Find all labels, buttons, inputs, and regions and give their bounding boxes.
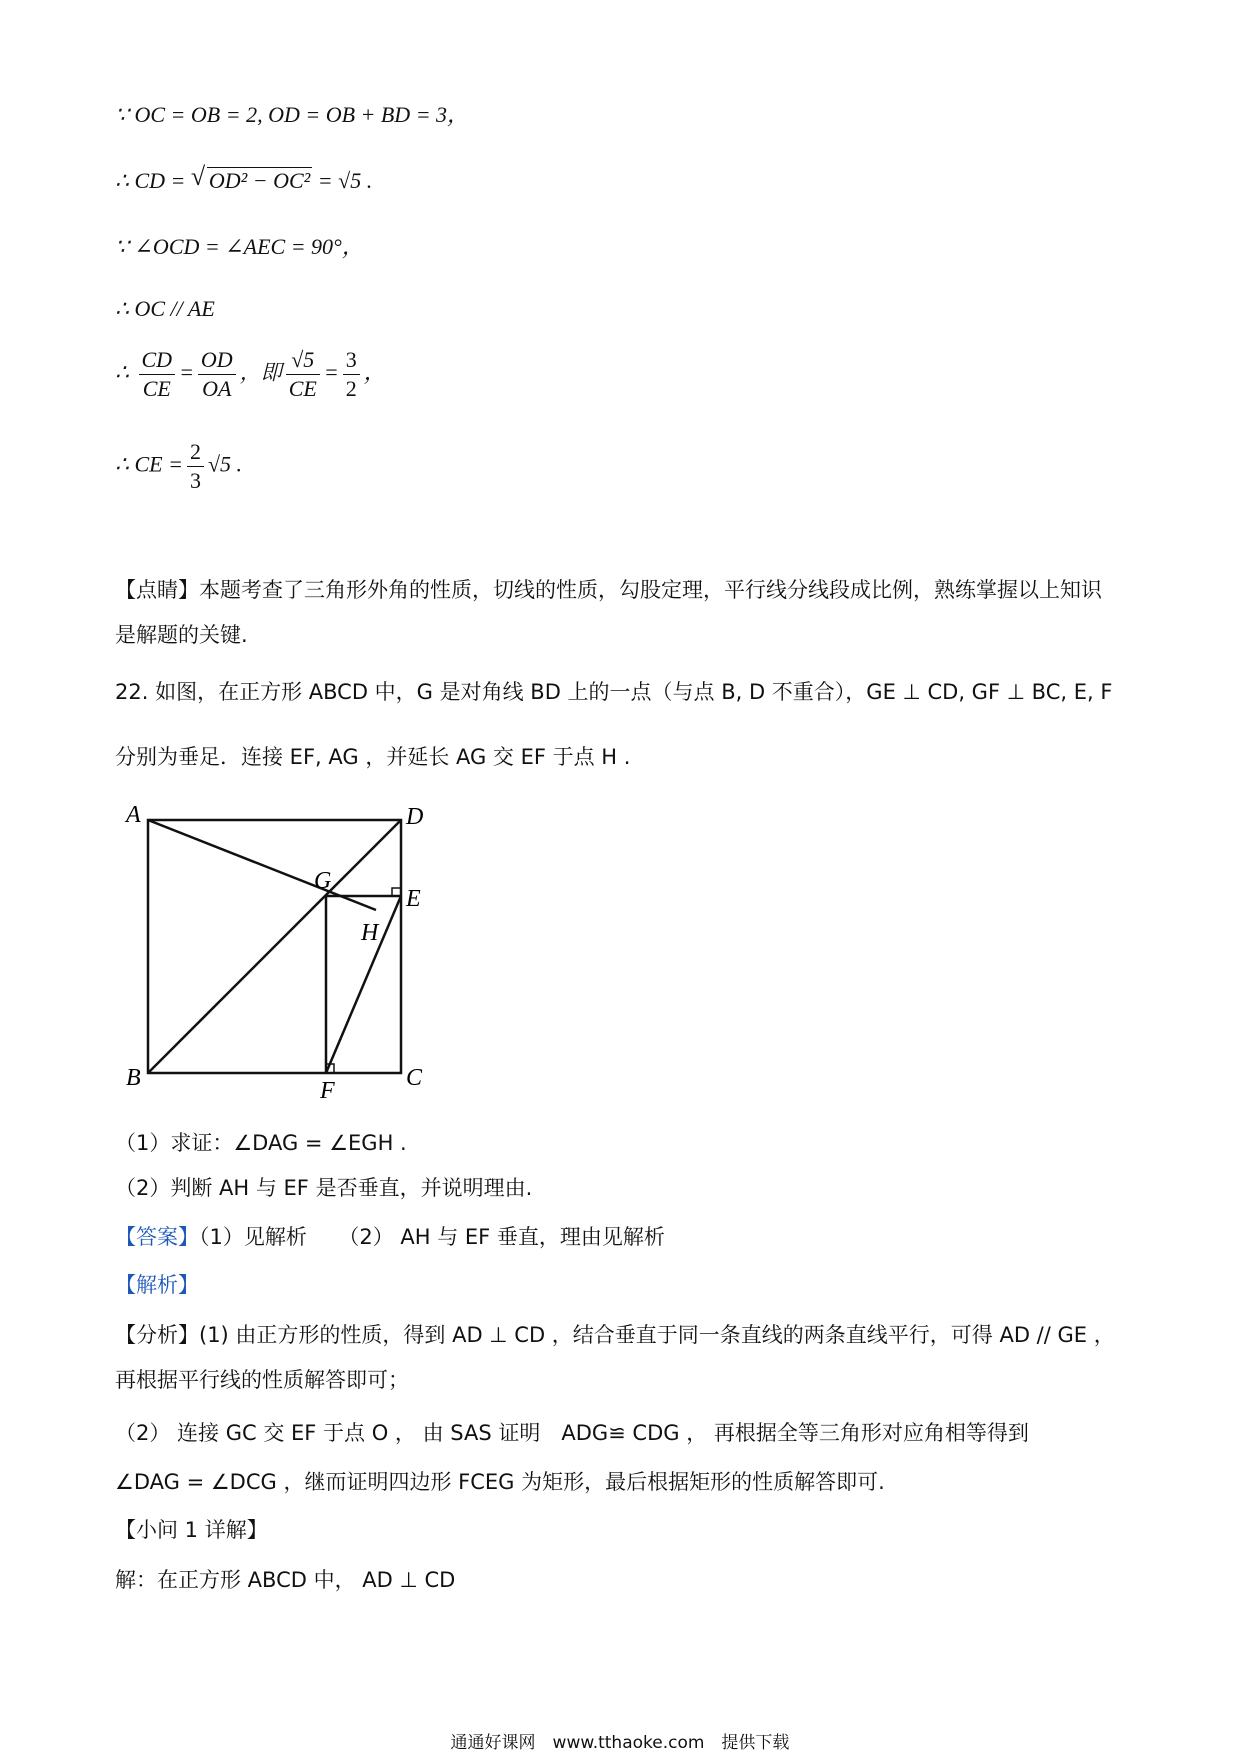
- fraction-denominator: CE: [288, 376, 317, 401]
- analysis-line-1: 【分析】(1) 由正方形的性质，得到 AD ⊥ CD ，结合垂直于同一条直线的两条直线平行，可得 AD // GE ，: [115, 1323, 1115, 1347]
- line6-prefix: ∴ CE =: [115, 451, 183, 477]
- radical-sign: √: [190, 162, 206, 191]
- analysis-line-3: （2） 连接 GC 交 EF 于点 O ， 由 SAS 证明 ADG≌ CDG ， 再根据全等三角形对应角相等得到: [115, 1421, 1029, 1445]
- solution-line-2: [115, 162, 373, 196]
- label-f: F: [320, 1078, 335, 1104]
- line5-connector: ，即: [239, 360, 282, 385]
- fraction-denominator: 2: [345, 376, 357, 401]
- equals-sign: =: [323, 359, 339, 385]
- figure-lines: [148, 820, 401, 1073]
- line5-end: ，: [363, 359, 386, 385]
- jiexi-line: [115, 1270, 199, 1301]
- fraction-denominator: OA: [202, 376, 232, 401]
- fraction-numerator: CD: [139, 346, 176, 375]
- jiexi-tag: 【解析】: [115, 1273, 199, 1297]
- fraction-numerator: OD: [198, 346, 236, 375]
- line6-suffix: √5 .: [207, 451, 243, 477]
- fraction-denominator: CE: [142, 376, 171, 401]
- label-g: G: [314, 868, 332, 894]
- answer-text: （1）见解析 （2） AH 与 EF 垂直，理由见解析: [199, 1225, 665, 1249]
- sqrt-expression: [190, 162, 312, 196]
- label-d: D: [406, 804, 424, 830]
- line5-prefix: ∴: [115, 359, 129, 385]
- sub1-line-1: 解：在正方形 ABCD 中， AD ⊥ CD: [115, 1568, 456, 1592]
- geometry-figure: [110, 800, 450, 1110]
- label-a: A: [126, 802, 141, 828]
- analysis-line-4: ∠DAG = ∠DCG ，继而证明四边形 FCEG 为矩形，最后根据矩形的性质解答即可.: [115, 1470, 885, 1494]
- page-footer: 通通好课网 www.tthaoke.com 提供下载: [450, 1733, 790, 1753]
- sqrt-radicand: OD² − OC²: [208, 168, 311, 193]
- fraction-numerator: 2: [187, 438, 204, 467]
- equals-sign: =: [179, 359, 194, 385]
- solution-line-3: ∵ ∠OCD = ∠AEC = 90°，: [115, 234, 364, 259]
- fraction-3-2: [343, 346, 360, 403]
- fraction-od-oa: [198, 346, 236, 403]
- solution-line-4: ∴ OC // AE: [115, 296, 215, 321]
- fraction-denominator: 3: [189, 468, 201, 493]
- fraction-numerator: 3: [343, 346, 360, 375]
- label-h: H: [361, 920, 379, 946]
- solution-line-2-prefix: ∴ CD =: [115, 168, 191, 193]
- question-1: （1）求证：∠DAG = ∠EGH .: [115, 1131, 407, 1155]
- problem-line-2: 分别为垂足．连接 EF, AG ，并延长 AG 交 EF 于点 H .: [115, 745, 631, 769]
- dianjing-line-1: 【点睛】本题考查了三角形外角的性质，切线的性质，勾股定理，平行线分线段成比例，熟练掌握以上知识: [115, 578, 1102, 602]
- answer-line: [115, 1222, 665, 1252]
- answer-tag: 【答案】: [115, 1225, 199, 1249]
- label-c: C: [406, 1065, 423, 1091]
- fraction-numerator: √5: [286, 346, 320, 375]
- solution-line-5: [115, 346, 386, 403]
- fraction-2-3: [187, 438, 204, 495]
- problem-line-1: 22. 如图，在正方形 ABCD 中，G 是对角线 BD 上的一点（与点 B, D 不重合），GE ⊥ CD, GF ⊥ BC, E, F: [115, 680, 1113, 704]
- solution-line-2-suffix: = √5 .: [312, 168, 373, 193]
- diagonal-bd: [148, 820, 401, 1073]
- question-2: （2）判断 AH 与 EF 是否垂直，并说明理由.: [115, 1176, 533, 1200]
- label-e: E: [406, 886, 421, 912]
- fraction-cd-ce: [139, 346, 176, 403]
- sub1-heading: 【小问 1 详解】: [115, 1518, 268, 1542]
- dianjing-line-2: 是解题的关键.: [115, 623, 248, 647]
- solution-line-1: ∵ OC = OB = 2, OD = OB + BD = 3，: [115, 102, 470, 127]
- label-b: B: [126, 1065, 141, 1091]
- analysis-line-2: 再根据平行线的性质解答即可；: [115, 1368, 409, 1392]
- solution-line-6: [115, 438, 242, 495]
- fraction-sqrt5-ce: [286, 346, 320, 403]
